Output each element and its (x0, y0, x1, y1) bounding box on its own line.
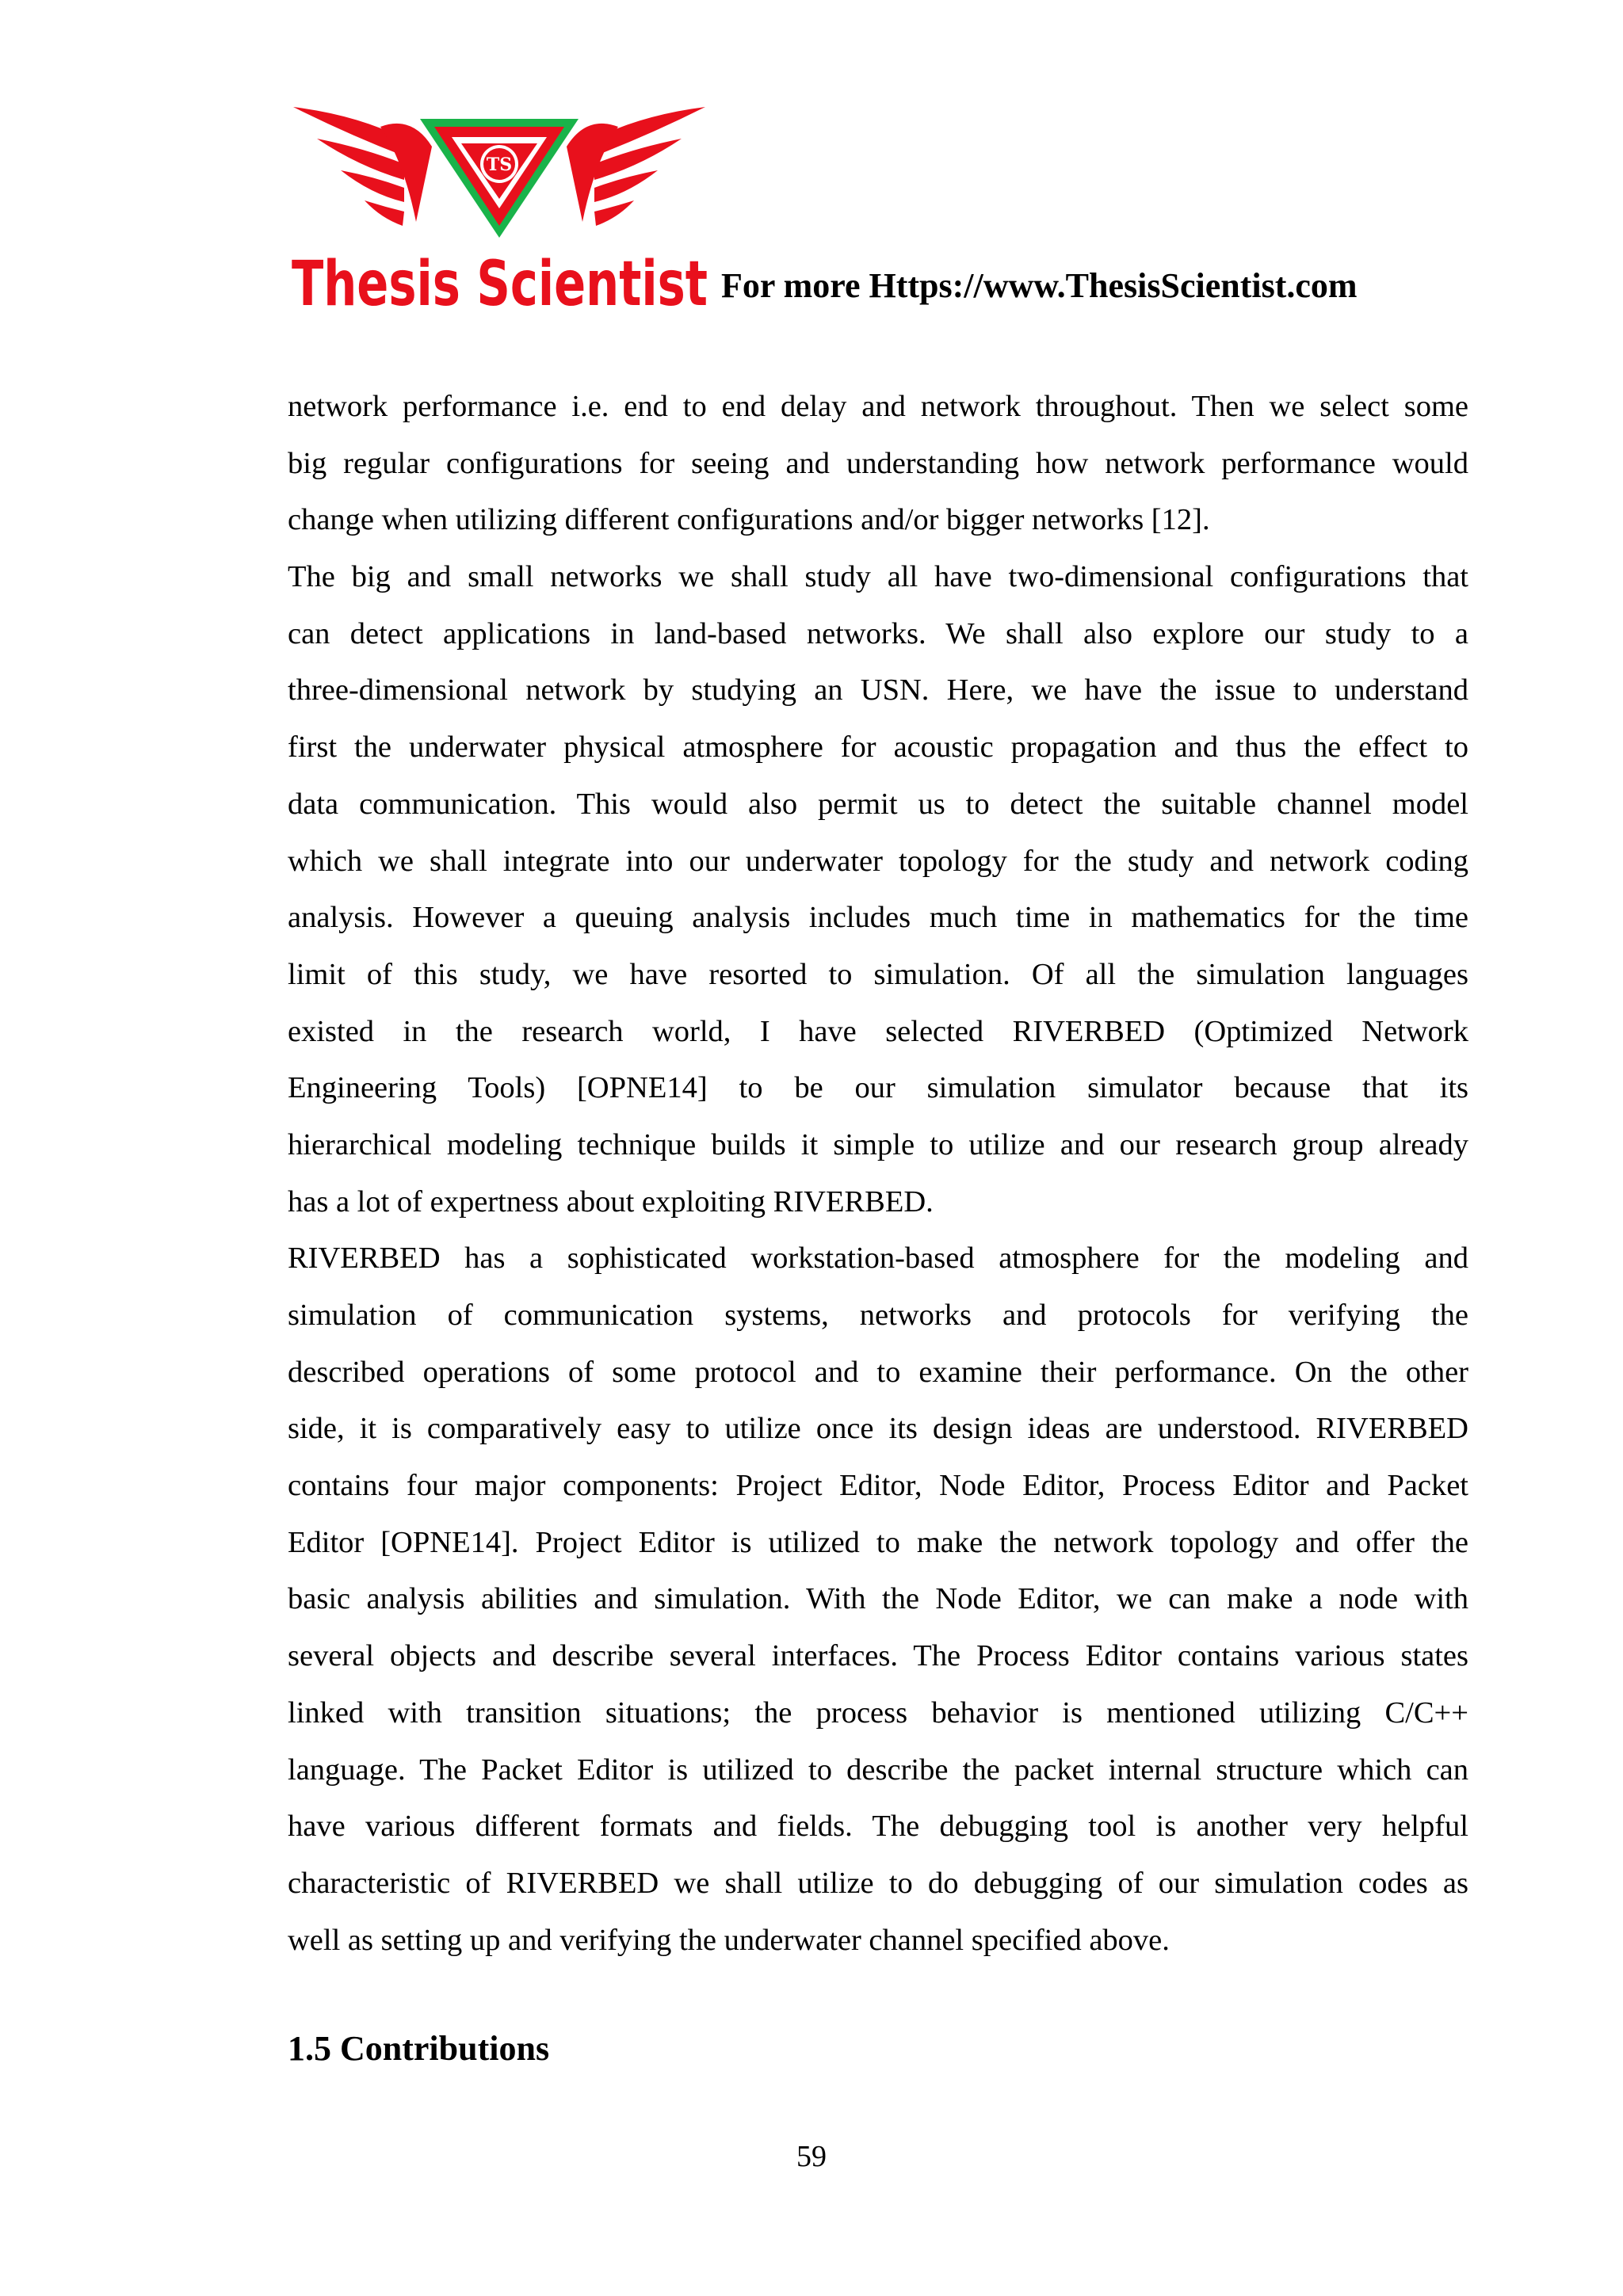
text-line: change when utilizing different configurations and/or bigger networks [12]. (288, 503, 1210, 537)
text-line: have various different formats and fields. The debugging tool is another very helpful (288, 1810, 1468, 1844)
left-wing-icon (293, 107, 432, 226)
text-line: can detect applications in land-based networks. We shall also explore our study to a (288, 616, 1468, 650)
text-line: simulation of communication systems, networks and protocols for verifying the (288, 1299, 1468, 1332)
right-wing-icon (567, 107, 705, 226)
text-line: Engineering Tools) [OPNE14] to be our simulation simulator because that its (288, 1071, 1468, 1105)
thesis-scientist-logo (285, 91, 713, 321)
section-heading: 1.5 Contributions (288, 2029, 550, 2068)
text-line: limit of this study, we have resorted to simulation. Of all the simulation languages (288, 957, 1468, 991)
text-line: hierarchical modeling technique builds it simple to utilize and our research group already (288, 1127, 1468, 1161)
text-line: first the underwater physical atmosphere for acoustic propagation and thus the effect to (288, 730, 1468, 765)
body-text (288, 379, 1468, 1969)
text-line: well as setting up and verifying the underwater channel specified above. (288, 1923, 1170, 1957)
text-line: three-dimensional network by studying an USN. Here, we have the issue to understand (288, 673, 1468, 707)
text-line: big regular configurations for seeing and understanding how network performance would (288, 446, 1468, 480)
text-line: analysis. However a queuing analysis includes much time in mathematics for the time (288, 901, 1468, 935)
text-line: network performance i.e. end to end delay and network throughout. Then we select some (288, 390, 1468, 423)
text-line: language. The Packet Editor is utilized to describe the packet internal structure which can (288, 1753, 1468, 1787)
text-line: basic analysis abilities and simulation. With the Node Editor, we can make a node with (288, 1582, 1468, 1616)
text-line: The big and small networks we shall study all have two-dimensional configurations that (288, 560, 1468, 594)
text-line: linked with transition situations; the process behavior is mentioned utilizing C/C++ (288, 1695, 1468, 1730)
logo-wordmark: Thesis Scientist (292, 249, 708, 320)
text-line: described operations of some protocol and to examine their performance. On the other (288, 1355, 1468, 1389)
text-line: contains four major components: Project Editor, Node Editor, Process Editor and Packet (288, 1469, 1468, 1503)
text-line: side, it is comparatively easy to utilize once its design ideas are understood. RIVERBED (288, 1412, 1468, 1446)
text-line: existed in the research world, I have selected RIVERBED (Optimized Network (288, 1014, 1468, 1048)
text-line: Editor [OPNE14]. Project Editor is utilized to make the network topology and offer the (288, 1525, 1468, 1559)
text-line: several objects and describe several interfaces. The Process Editor contains various states (288, 1639, 1468, 1673)
text-line: which we shall integrate into our underwater topology for the study and network coding (288, 844, 1468, 878)
text-line: data communication. This would also permit us to detect the suitable channel model (288, 787, 1468, 821)
logo-mark-text: TS (486, 154, 513, 175)
text-line: RIVERBED has a sophisticated workstation-based atmosphere for the modeling and (288, 1241, 1468, 1276)
page-number: 59 (796, 2140, 827, 2173)
triangle-emblem-icon (420, 119, 579, 238)
text-line: characteristic of RIVERBED we shall utilize to do debugging of our simulation codes as (288, 1866, 1468, 1900)
text-line: has a lot of expertness about exploiting RIVERBED. (288, 1184, 934, 1219)
site-link-header: For more Https://www.ThesisScientist.com (721, 266, 1358, 305)
